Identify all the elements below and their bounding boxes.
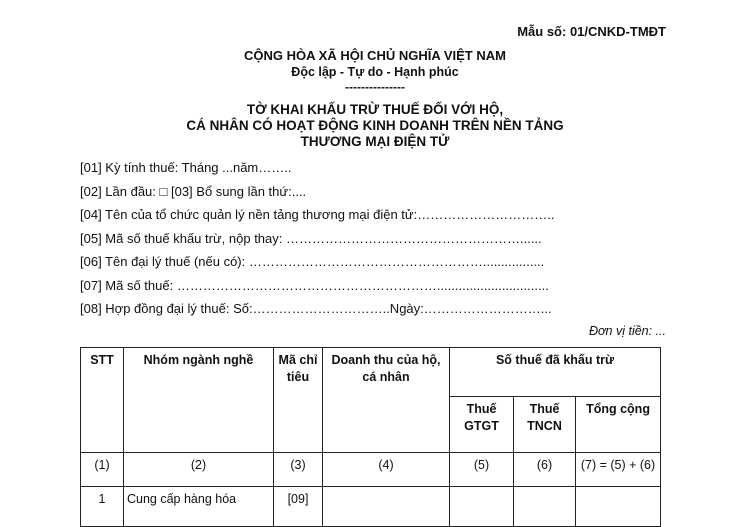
declaration-fields	[80, 159, 554, 324]
header-total: Tổng cộng	[576, 397, 661, 453]
header-vat: Thuế GTGT	[450, 397, 514, 453]
row-total-cell[interactable]	[576, 487, 661, 527]
index-cell: (2)	[124, 453, 274, 487]
national-name: CỘNG HÒA XÃ HỘI CHỦ NGHĨA VIỆT NAM	[244, 48, 506, 63]
index-cell: (3)	[274, 453, 323, 487]
row-vat-cell[interactable]	[450, 487, 514, 527]
field-01-tax-period[interactable]: [01] Kỳ tính thuế: Tháng ...năm……..	[80, 160, 292, 175]
field-05-withholding-tax-code[interactable]: [05] Mã số thuế khấu trừ, nộp thay: ………………………………………………......	[80, 230, 542, 246]
motto: Độc lập - Tự do - Hạnh phúc	[291, 65, 459, 79]
field-08-agent-contract[interactable]: [08] Hợp đồng đại lý thuế: Số:…………………………..Ngày:………………………...	[80, 301, 552, 316]
row-business-group: Cung cấp hàng hóa	[124, 487, 274, 527]
index-cell: (1)	[81, 453, 124, 487]
title-line-3: THƯƠNG MẠI ĐIỆN TỬ	[300, 134, 450, 149]
field-06-tax-agent-name[interactable]: [06] Tên đại lý thuế (nếu có): ……………………………………………….................	[80, 254, 545, 269]
header-tax-withheld: Số thuế đã khấu trừ	[450, 348, 661, 397]
table-row	[81, 487, 661, 527]
index-cell: (7) = (5) + (6)	[576, 453, 661, 487]
title-line-1: TỜ KHAI KHẤU TRỪ THUẾ ĐỐI VỚI HỘ,	[246, 102, 504, 117]
row-revenue-cell[interactable]	[323, 487, 450, 527]
currency-unit: Đơn vị tiền: ...	[588, 324, 666, 338]
header-pit: Thuế TNCN	[514, 397, 576, 453]
row-indicator-code: [09]	[274, 487, 323, 527]
form-code: Mẫu số: 01/CNKD-TMĐT	[517, 24, 666, 39]
field-04-platform-name[interactable]: [04] Tên của tổ chức quản lý nền tảng thương mại điện tử:…………………………..	[80, 207, 555, 222]
index-cell: (5)	[450, 453, 514, 487]
header-business-group: Nhóm ngành nghề	[124, 348, 274, 453]
field-07-tax-code[interactable]: [07] Mã số thuế: ……………………………………………………...............................	[80, 277, 549, 293]
header-revenue: Doanh thu của hộ, cá nhân	[323, 348, 450, 453]
separator: ---------------	[345, 80, 405, 94]
document-title	[0, 102, 750, 150]
index-cell: (6)	[514, 453, 576, 487]
row-pit-cell[interactable]	[514, 487, 576, 527]
header-indicator-code: Mã chỉ tiêu	[274, 348, 323, 453]
header-stt: STT	[81, 348, 124, 453]
withholding-table	[80, 347, 661, 527]
field-02-03-first-supplement[interactable]: [02] Lần đầu: □ [03] Bổ sung lần thứ:....	[80, 183, 307, 199]
title-line-2: CÁ NHÂN CÓ HOẠT ĐỘNG KINH DOANH TRÊN NỀN TẢNG	[186, 118, 564, 133]
row-stt: 1	[81, 487, 124, 527]
index-cell: (4)	[323, 453, 450, 487]
